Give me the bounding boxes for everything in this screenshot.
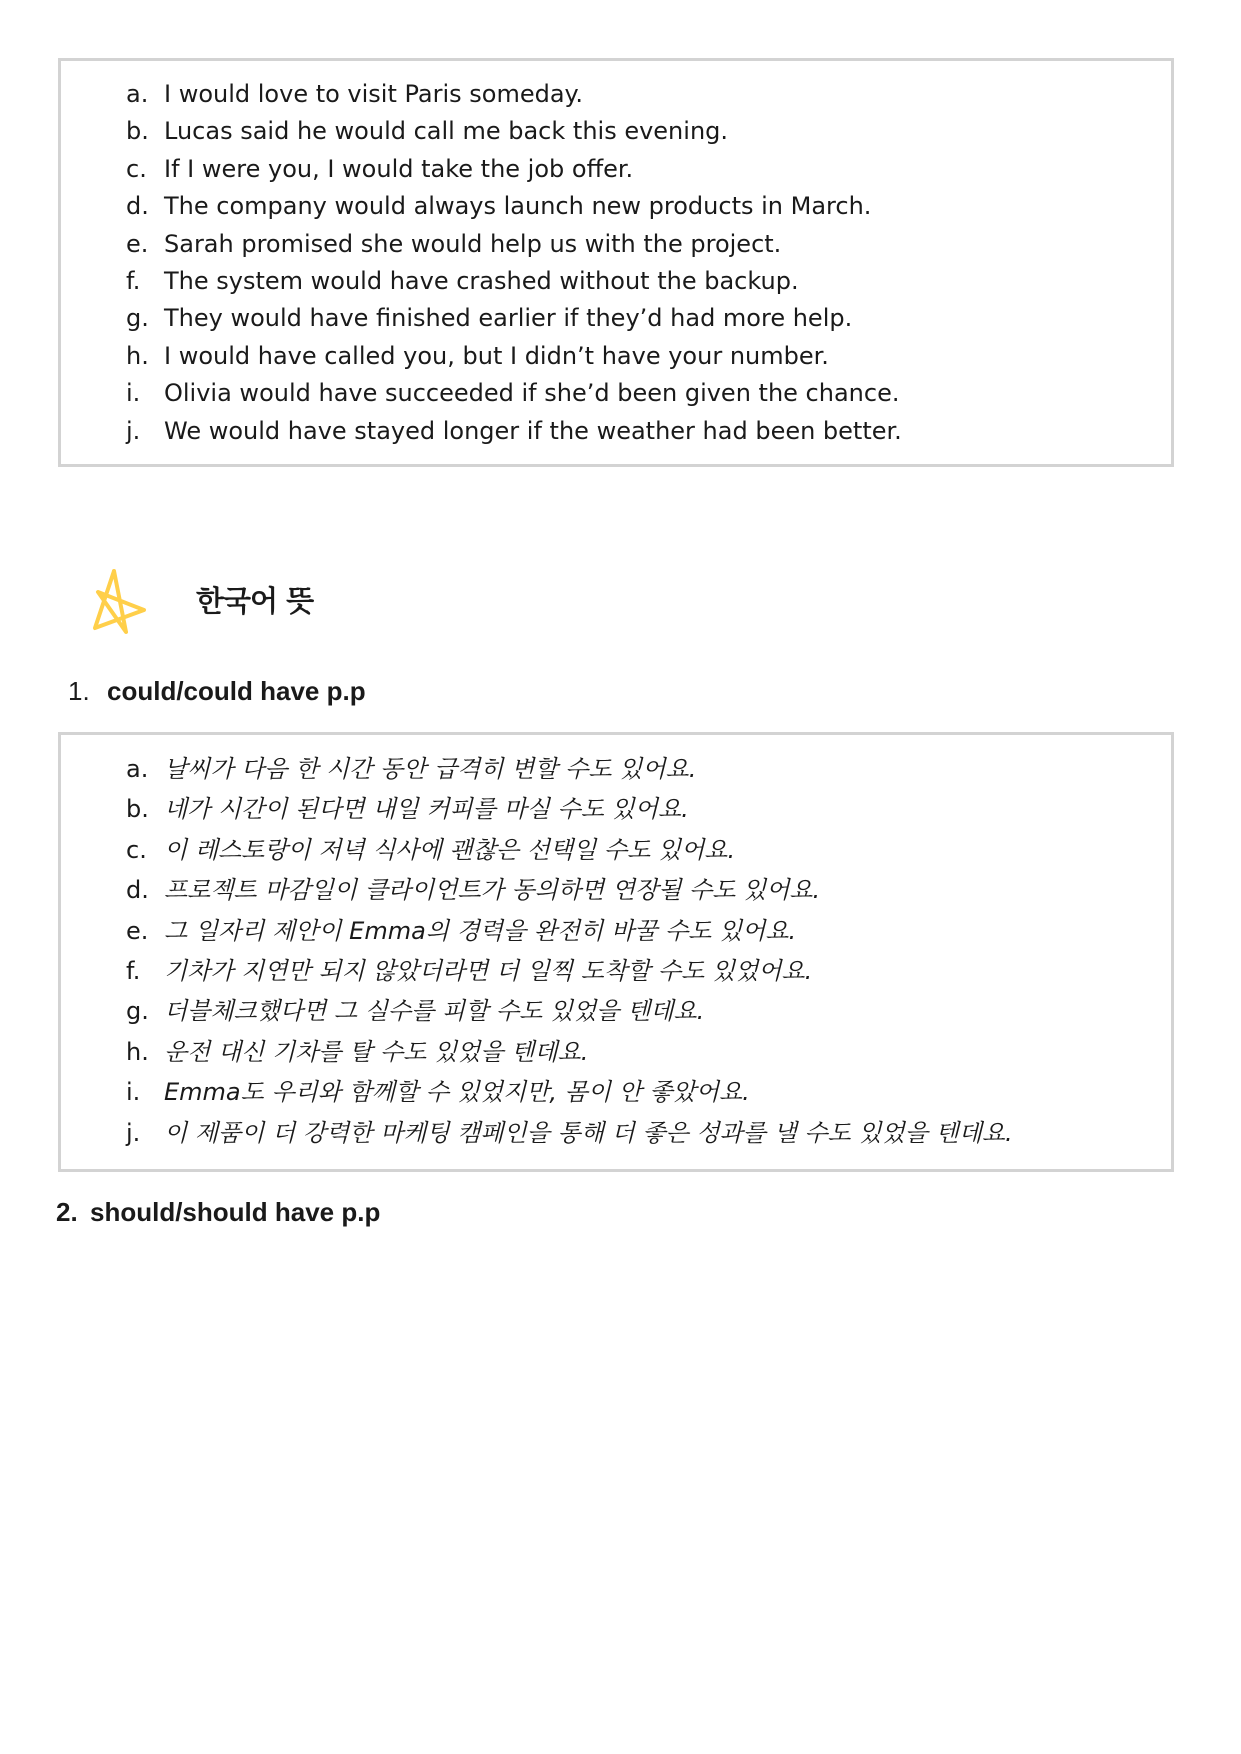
sentence-text: The system would have crashed without the backup. [164, 266, 799, 295]
subsection-title-text: could/could have p.p [107, 676, 366, 706]
star-icon [92, 568, 148, 638]
list-marker: d. [126, 192, 149, 221]
list-marker: a. [126, 80, 149, 108]
subsection-title-could [68, 675, 366, 707]
sentence-text: We would have stayed longer if the weather had been better. [164, 416, 902, 445]
list-item [126, 188, 902, 225]
list-marker: g. [126, 304, 149, 333]
sentence-text: I would love to visit Paris someday. [164, 80, 583, 108]
list-marker: e. [126, 229, 149, 258]
list-marker: i. [126, 1078, 141, 1107]
list-item [126, 263, 902, 300]
list-marker: c. [126, 835, 147, 864]
section-heading: 한국어 뜻 [196, 584, 314, 618]
sentence-text: 운전 대신 기차를 탈 수도 있었을 텐데요. [164, 1037, 589, 1066]
list-marker: i. [126, 379, 141, 408]
sentence-text: 기차가 지연만 되지 않았더라면 더 일찍 도착할 수도 있었어요. [164, 956, 813, 985]
list-item [126, 76, 902, 113]
sentence-text: 프로젝트 마감일이 클라이언트가 동의하면 연장될 수도 있어요. [164, 876, 821, 905]
sentence-text: 네가 시간이 된다면 내일 커피를 마실 수도 있어요. [164, 795, 689, 824]
sentence-text: 이 제품이 더 강력한 마케팅 캠페인을 통해 더 좋은 성과를 낼 수도 있었을 텐데요. [164, 1118, 1013, 1147]
list-marker: a. [126, 755, 149, 783]
list-item [126, 830, 1013, 870]
subsection-number: 1. [68, 676, 90, 706]
list-marker: c. [126, 154, 147, 183]
list-item [126, 113, 902, 150]
sentence-text: They would have finished earlier if they’d had more help. [164, 304, 853, 333]
list-item [126, 870, 1013, 910]
sentence-text: I would have called you, but I didn’t have your number. [164, 341, 829, 370]
list-marker: d. [126, 876, 149, 905]
list-marker: f. [126, 956, 141, 985]
list-marker: g. [126, 997, 149, 1026]
list-item [126, 991, 1013, 1031]
list-item [126, 226, 902, 263]
korean-translations-list [126, 749, 1013, 1153]
sentence-text: 날씨가 다음 한 시간 동안 급격히 변할 수도 있어요. [164, 755, 697, 783]
list-marker: h. [126, 1037, 149, 1066]
sentence-text: If I were you, I would take the job offer. [164, 154, 634, 183]
list-item [126, 151, 902, 188]
list-marker: j. [126, 416, 141, 445]
sentence-text: 이 레스토랑이 저녁 식사에 괜찮은 선택일 수도 있어요. [164, 835, 736, 864]
list-marker: j. [126, 1118, 141, 1147]
sentence-text: Emma도 우리와 함께할 수 있었지만, 몸이 안 좋았어요. [164, 1078, 750, 1107]
list-item [126, 911, 1013, 951]
list-marker: f. [126, 266, 141, 295]
list-item [126, 300, 902, 337]
sentence-text: Olivia would have succeeded if she’d been given the chance. [164, 379, 900, 408]
list-item [126, 413, 902, 450]
subsection-number: 2. [56, 1197, 78, 1227]
sentence-text: The company would always launch new products in March. [164, 192, 872, 221]
list-marker: b. [126, 795, 149, 824]
sentence-text: 그 일자리 제안이 Emma의 경력을 완전히 바꿀 수도 있어요. [164, 916, 797, 945]
list-item [126, 951, 1013, 991]
subsection-title-text: should/should have p.p [90, 1197, 381, 1227]
list-marker: b. [126, 117, 149, 146]
sentence-text: 더블체크했다면 그 실수를 피할 수도 있었을 텐데요. [164, 997, 705, 1026]
list-item [126, 1113, 1013, 1153]
list-item [126, 1072, 1013, 1112]
subsection-title-should [56, 1196, 380, 1228]
list-item [126, 375, 902, 412]
sentence-text: Sarah promised she would help us with the project. [164, 229, 782, 258]
list-item [126, 1032, 1013, 1072]
list-item [126, 749, 1013, 789]
list-item [126, 789, 1013, 829]
list-item [126, 338, 902, 375]
list-marker: e. [126, 916, 149, 945]
list-marker: h. [126, 341, 149, 370]
sentence-text: Lucas said he would call me back this evening. [164, 117, 729, 146]
english-examples-list [126, 76, 902, 450]
